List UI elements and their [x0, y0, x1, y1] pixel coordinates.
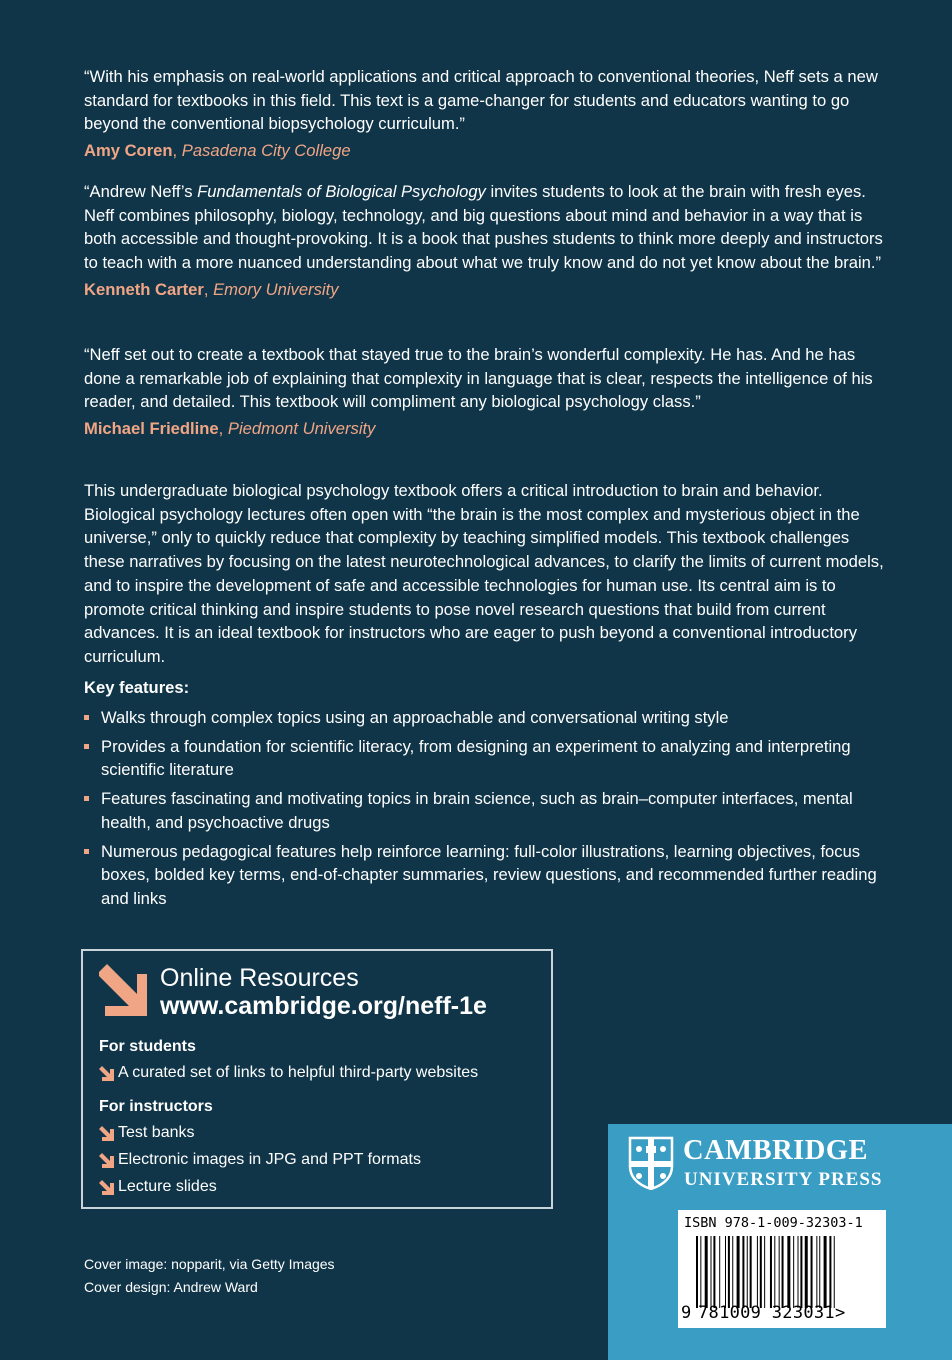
list-item-text: Lecture slides [118, 1178, 217, 1195]
endorsement-3 [84, 343, 894, 440]
bullet-icon [84, 796, 89, 801]
endorsement-text-start: “Andrew Neff’s [84, 182, 198, 201]
barcode-bars [696, 1236, 878, 1308]
endorsement-text: “With his emphasis on real-world applications and critical approach to conventional theories, Neff sets a new standard for textbooks in this field. This text is a game-changer for students and educators wanting to go beyond the conventional biopsychology curriculum.” [84, 67, 878, 134]
online-resources-box [81, 949, 553, 1209]
bullet-icon [84, 849, 89, 854]
list-item-text: Test banks [118, 1124, 195, 1141]
endorser-name: Amy Coren [84, 141, 173, 161]
students-heading: For students [99, 1038, 196, 1055]
barcode-first-digit: 9 [681, 1303, 692, 1323]
endorsement-attribution: Amy Coren, Pasadena City College [84, 141, 351, 161]
small-down-right-arrow-icon [99, 1153, 114, 1168]
book-description: This undergraduate biological psychology textbook offers a critical introduction to brain and behavior. Biological psychology lectures often open with “the brain is the most complex and mysterious object in the universe,” only to quickly reduce that complexity by teaching simplified models. This textbook challenges these narratives by focusing on the latest neurotechnological advances, to clarify the limits of current models, and to inspire the development of safe and accessible technologies for human use. Its central aim is to promote critical thinking and inspire students to pose novel research questions that build from current advances. It is an ideal textbook for instructors who are eager to push beyond a conventional introductory curriculum. [84, 481, 884, 666]
list-item [99, 1064, 478, 1082]
small-down-right-arrow-icon [99, 1126, 114, 1141]
list-item-text: Walks through complex topics using an approachable and conversational writing style [101, 708, 729, 727]
endorser-affiliation: Piedmont University [227, 419, 376, 439]
endorsement-text-end: invites students to look at the brain with fresh eyes. Neff combines philosophy, biology, technology, and big questions about mind and behavior in a way that is both accessible and thought-provoking. It is a book that pushes students to think more deeply and instructors to teach with a more nuanced understanding about what we truly know and do not yet know about the brain.” [84, 182, 883, 273]
list-item [99, 1151, 421, 1169]
list-item-text: Features fascinating and motivating topics in brain science, such as brain–computer interfaces, mental health, and psychoactive drugs [101, 789, 853, 832]
publisher-subtitle: UNIVERSITY PRESS [684, 1169, 883, 1190]
endorser-affiliation: Emory University [213, 279, 339, 299]
publisher-panel [608, 1124, 952, 1360]
cambridge-shield-logo [628, 1136, 674, 1190]
book-title: Fundamentals of Biological Psychology [197, 182, 486, 201]
endorsement-text: “Neff set out to create a textbook that stayed true to the brain’s wonderful complexity. He has. And he has done a remarkable job of explaining that complexity in language that is clear, respects the intelligence of his reader, and detailed. This textbook will compliment any biological psychology class.” [84, 345, 873, 412]
endorser-name: Michael Friedline [84, 419, 219, 439]
bullet-icon [84, 744, 89, 749]
list-item [99, 1178, 217, 1196]
list-item [84, 840, 884, 911]
endorser-name: Kenneth Carter [84, 279, 204, 299]
down-right-arrow-icon [97, 964, 147, 1016]
endorsement-1 [84, 65, 894, 162]
endorsement-attribution: Kenneth Carter, Emory University [84, 279, 339, 299]
small-down-right-arrow-icon [99, 1066, 114, 1081]
list-item-text: Numerous pedagogical features help reinforce learning: full-color illustrations, learning objectives, focus boxes, bolded key terms, end-of-chapter summaries, review questions, and recommended further reading and links [101, 841, 877, 908]
barcode-quiet-zone-marker: > [834, 1303, 846, 1323]
list-item-text: Provides a foundation for scientific literacy, from designing an experiment to analyzing and interpreting scientific literature [101, 736, 851, 780]
endorsement-text [84, 180, 894, 275]
key-features-heading: Key features: [84, 678, 190, 697]
small-down-right-arrow-icon [99, 1180, 114, 1195]
cover-image-credit: Cover image: nopparit, via Getty Images [84, 1256, 335, 1272]
list-item-text: Electronic images in JPG and PPT formats [118, 1151, 421, 1168]
online-resources-url[interactable]: www.cambridge.org/neff-1e [160, 992, 487, 1020]
list-item [84, 706, 884, 730]
publisher-name: CAMBRIDGE [683, 1135, 869, 1166]
isbn-label: ISBN 978-1-009-32303-1 [684, 1215, 863, 1231]
cover-design-credit: Cover design: Andrew Ward [84, 1279, 258, 1295]
barcode [678, 1210, 886, 1328]
barcode-digit-groups: 781009 323031 [698, 1303, 835, 1323]
endorsement-2 [84, 180, 894, 301]
barcode-digits [698, 1303, 846, 1323]
key-features-list [84, 706, 884, 916]
online-resources-title: Online Resources [160, 964, 359, 992]
list-item [99, 1124, 194, 1142]
list-item [84, 787, 884, 834]
endorser-affiliation: Pasadena City College [181, 141, 351, 161]
bullet-icon [84, 715, 89, 720]
list-item-text: A curated set of links to helpful third-party websites [118, 1064, 479, 1081]
endorsement-attribution: Michael Friedline, Piedmont University [84, 419, 376, 439]
list-item [84, 735, 884, 782]
instructors-heading: For instructors [99, 1098, 213, 1115]
